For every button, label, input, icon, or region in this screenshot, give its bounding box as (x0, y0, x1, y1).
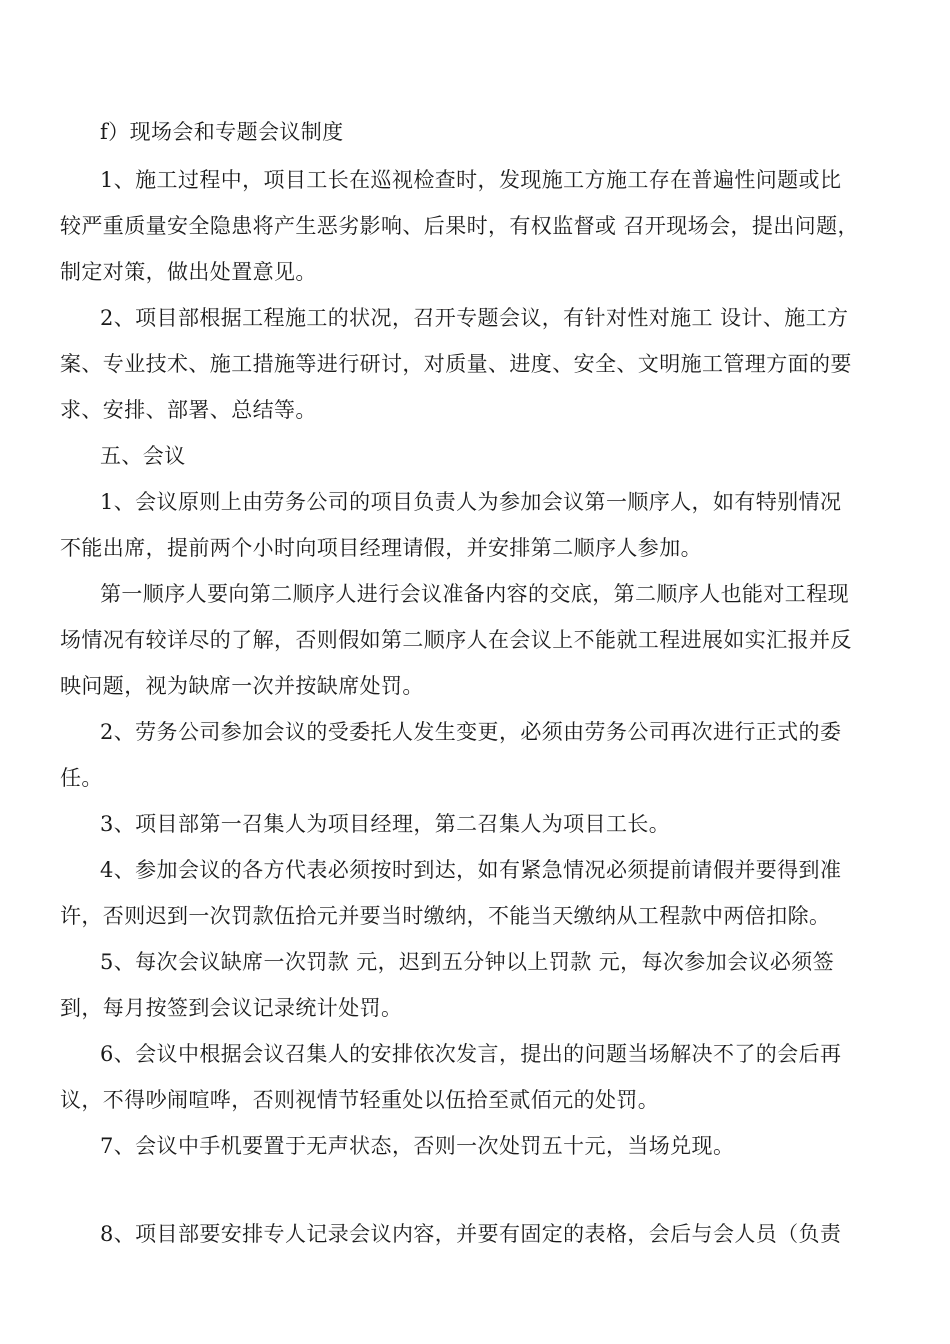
text-line: 4、参加会议的各方代表必须按时到达，如有紧急情况必须提前请假并要得到准 (100, 858, 842, 882)
text-line: 1、会议原则上由劳务公司的项目负责人为参加会议第一顺序人，如有特别情况 (100, 490, 842, 514)
text-line: 任。 (60, 766, 103, 790)
text-line: 2、项目部根据工程施工的状况，召开专题会议，有针对性对施工 设计、施工方 (100, 306, 849, 330)
text-line: 案、专业技术、施工措施等进行研讨，对质量、进度、安全、文明施工管理方面的要 (60, 352, 852, 376)
text-line: 较严重质量安全隐患将产生恶劣影响、后果时，有权监督或 召开现场会，提出问题， (60, 214, 859, 238)
text-line: 2、劳务公司参加会议的受委托人发生变更，必须由劳务公司再次进行正式的委 (100, 720, 842, 744)
text-line: 6、会议中根据会议召集人的安排依次发言，提出的问题当场解决不了的会后再 (100, 1042, 842, 1066)
text-line: 5、每次会议缺席一次罚款 元，迟到五分钟以上罚款 元，每次参加会议必须签 (100, 950, 835, 974)
text-line: 场情况有较详尽的了解，否则假如第二顺序人在会议上不能就工程进展如实汇报并反 (60, 628, 852, 652)
text-line: 第一顺序人要向第二顺序人进行会议准备内容的交底，第二顺序人也能对工程现 (100, 582, 849, 606)
section-heading-meeting: 五、会议 (100, 444, 186, 468)
text-line: 映问题，视为缺席一次并按缺席处罚。 (60, 674, 424, 698)
text-line: 1、施工过程中，项目工长在巡视检查时，发现施工方施工存在普遍性问题或比 (100, 168, 842, 192)
text-line: 不能出席，提前两个小时向项目经理请假，并安排第二顺序人参加。 (60, 536, 702, 560)
section-heading-f: f）现场会和专题会议制度 (100, 120, 344, 144)
text-line: 议，不得吵闹喧哗，否则视情节轻重处以伍拾至贰佰元的处罚。 (60, 1088, 660, 1112)
text-line: 制定对策，做出处置意见。 (60, 260, 317, 284)
text-line: 3、项目部第一召集人为项目经理，第二召集人为项目工长。 (100, 812, 671, 836)
text-line: 到，每月按签到会议记录统计处罚。 (60, 996, 403, 1020)
text-line: 7、会议中手机要置于无声状态，否则一次处罚五十元，当场兑现。 (100, 1134, 735, 1158)
text-line: 求、安排、部署、总结等。 (60, 398, 317, 422)
text-line: 8、项目部要安排专人记录会议内容，并要有固定的表格，会后与会人员（负责 (100, 1222, 842, 1246)
text-line: 许，否则迟到一次罚款伍拾元并要当时缴纳，不能当天缴纳从工程款中两倍扣除。 (60, 904, 831, 928)
